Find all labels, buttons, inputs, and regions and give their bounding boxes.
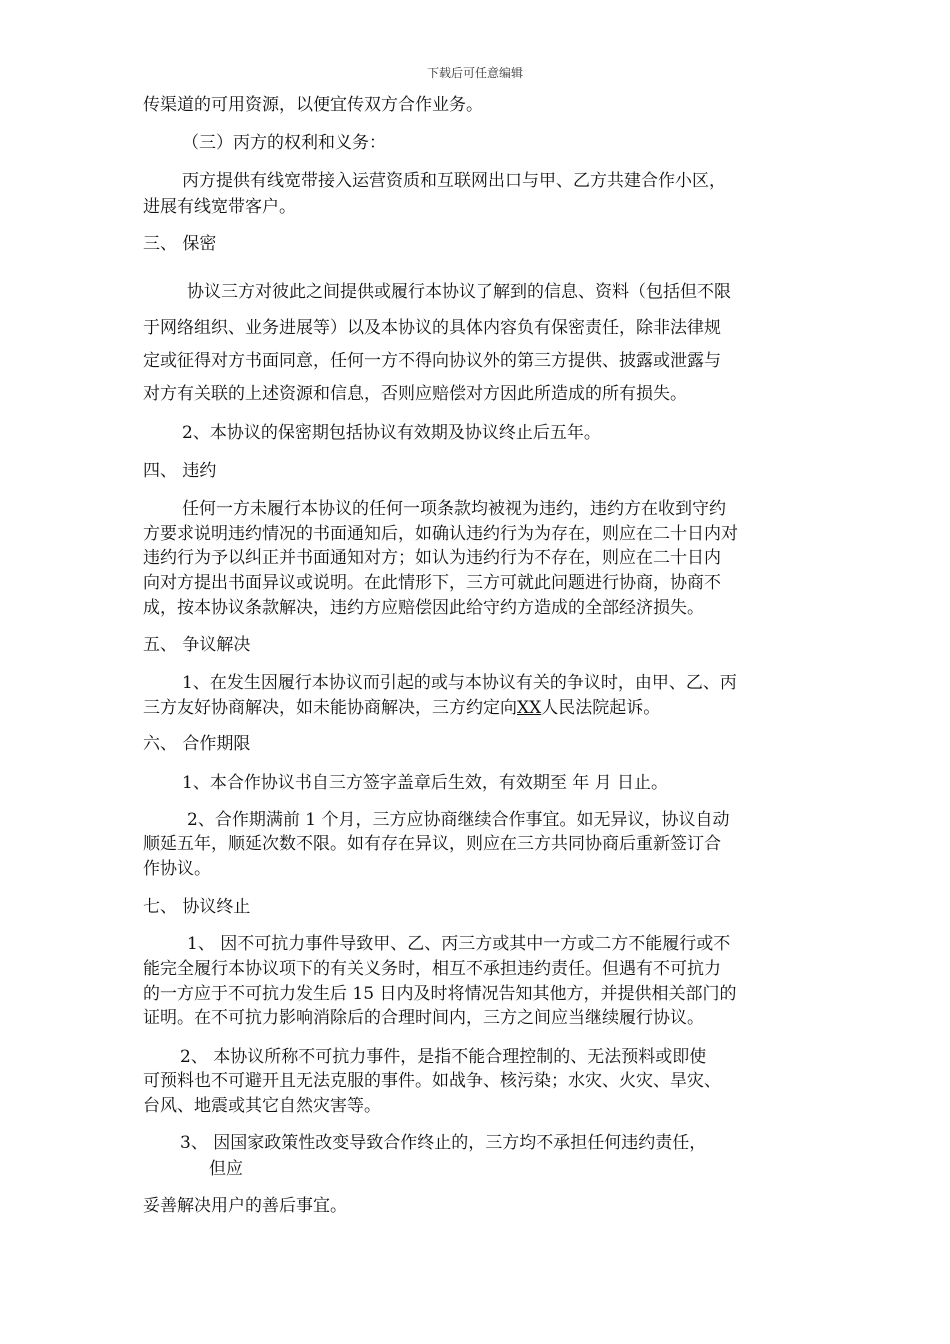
text-line: 妥善解决用户的善后事宜。 xyxy=(143,1196,347,1216)
text-line: 3、 因国家政策性改变导致合作终止的，三方均不承担任何违约责任， xyxy=(180,1133,707,1153)
text-line: 2、本协议的保密期包括协议有效期及协议终止后五年。 xyxy=(182,423,601,443)
text-line: 可预料也不可避开且无法克服的事件。如战争、核污染；水灾、火灾、旱灾、 xyxy=(143,1071,721,1091)
text-line: 定或征得对方书面同意，任何一方不得向协议外的第三方提供、披露或泄露与 xyxy=(143,351,721,371)
text-line: 但应 xyxy=(209,1159,243,1179)
text-line: 1、在发生因履行本协议而引起的或与本协议有关的争议时，由甲、乙、丙 xyxy=(182,673,737,693)
text-line: 对方有关联的上述资源和信息，否则应赔偿对方因此所造成的所有损失。 xyxy=(143,384,687,404)
section-heading: 七、 协议终止 xyxy=(143,897,251,917)
text-line: 1、 因不可抗力事件导致甲、乙、丙三方或其中一方或二方不能履行或不 xyxy=(187,934,731,954)
court-name-underlined: XX xyxy=(517,698,542,718)
text-line: 的一方应于不可抗力发生后 15 日内及时将情况告知其他方，并提供相关部门的 xyxy=(143,984,737,1004)
section-subheading: （三）丙方的权利和义务： xyxy=(182,133,386,153)
text-line: 丙方提供有线宽带接入运营资质和互联网出口与甲、乙方共建合作小区， xyxy=(182,171,726,191)
text-line: 向对方提出书面异议或说明。在此情形下，三方可就此问题进行协商，协商不 xyxy=(143,573,721,593)
text-segment: 三方友好协商解决，如未能协商解决，三方约定向 xyxy=(143,698,517,718)
text-line: 成，按本协议条款解决，违约方应赔偿因此给守约方造成的全部经济损失。 xyxy=(143,598,704,618)
text-line: 方要求说明违约情况的书面通知后，如确认违约行为为存在，则应在二十日内对 xyxy=(143,524,738,544)
text-line: 协议三方对彼此之间提供或履行本协议了解到的信息、资料（包括但不限 xyxy=(187,282,731,302)
text-line: 违约行为予以纠正并书面通知对方；如认为违约行为不存在，则应在二十日内 xyxy=(143,548,721,568)
text-line: 进展有线宽带客户。 xyxy=(143,197,296,217)
text-line: 于网络组织、业务进展等）以及本协议的具体内容负有保密责任，除非法律规 xyxy=(143,318,721,338)
text-line xyxy=(143,696,660,720)
text-line: 证明。在不可抗力影响消除后的合理时间内，三方之间应当继续履行协议。 xyxy=(143,1008,704,1028)
text-segment: 人民法院起诉。 xyxy=(541,698,661,718)
text-line: 能完全履行本协议项下的有关义务时，相互不承担违约责任。但遇有不可抗力 xyxy=(143,959,721,979)
text-line: 2、 本协议所称不可抗力事件，是指不能合理控制的、无法预料或即使 xyxy=(180,1047,707,1067)
text-line: 顺延五年，顺延次数不限。如有存在异议，则应在三方共同协商后重新签订合 xyxy=(143,834,721,854)
section-heading: 五、 争议解决 xyxy=(143,635,251,655)
text-line: 台风、地震或其它自然灾害等。 xyxy=(143,1096,381,1116)
section-heading: 三、 保密 xyxy=(143,234,217,254)
text-line: 2、合作期满前 1 个月，三方应协商继续合作事宜。如无异议，协议自动 xyxy=(187,810,730,830)
text-line: 作协议。 xyxy=(143,859,211,879)
section-heading: 四、 违约 xyxy=(143,461,217,481)
text-line: 传渠道的可用资源，以便宜传双方合作业务。 xyxy=(143,95,483,115)
text-line: 1、本合作协议书自三方签字盖章后生效，有效期至 年 月 日止。 xyxy=(182,773,669,793)
section-heading: 六、 合作期限 xyxy=(143,734,251,754)
page-header: 下载后可任意编辑 xyxy=(426,66,523,80)
text-line: 任何一方未履行本协议的任何一项条款均被视为违约，违约方在收到守约 xyxy=(182,499,726,519)
